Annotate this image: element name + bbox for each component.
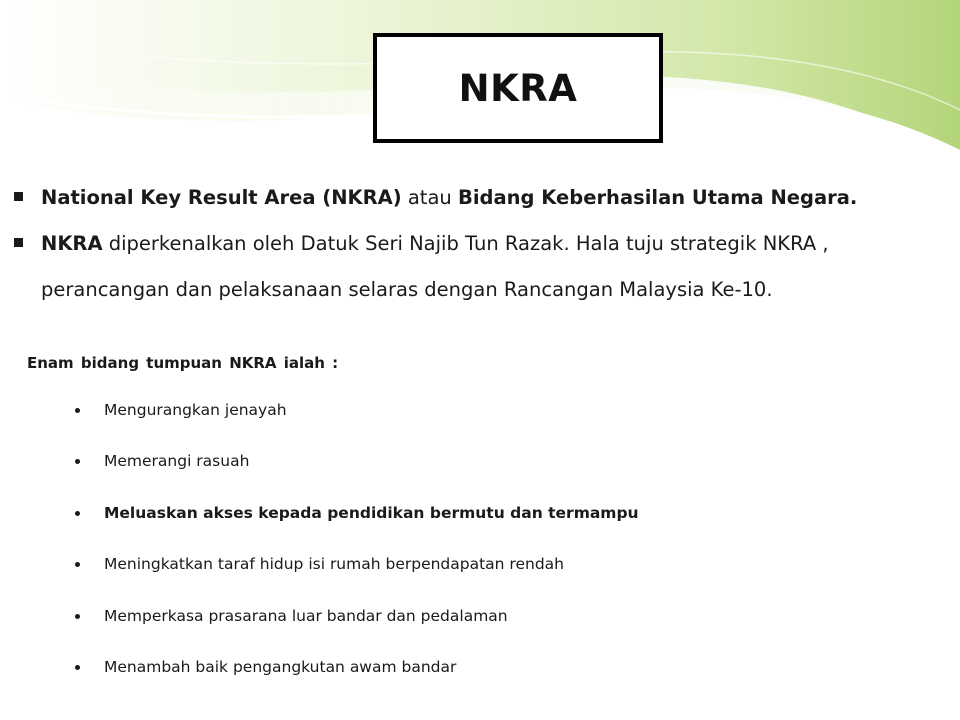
focus-item-text: Mengurangkan jenayah xyxy=(104,401,287,419)
focus-item-text: Memperkasa prasarana luar bandar dan pedalaman xyxy=(104,606,508,625)
bullet-text-bold: National Key Result Area (NKRA) xyxy=(41,186,402,209)
focus-item-corruption xyxy=(74,436,894,487)
bullet-dot-icon xyxy=(75,665,80,670)
main-bullet-nkra-definition xyxy=(12,175,952,221)
bullet-dot-icon xyxy=(75,614,80,619)
focus-areas-heading: Enam bidang tumpuan NKRA ialah : xyxy=(27,354,339,372)
focus-item-text: Memerangi rasuah xyxy=(104,452,250,471)
focus-item-education xyxy=(74,488,894,539)
bullet-dot-icon xyxy=(75,511,80,516)
square-bullet-icon xyxy=(14,238,23,247)
focus-item-low-income xyxy=(74,539,894,590)
bullet-text: diperkenalkan oleh Datuk Seri Najib Tun Razak. Hala tuju strategik NKRA , perancangan dan pelaksanaan selaras dengan Rancangan Malaysia Ke-10. xyxy=(41,232,829,301)
bullet-dot-icon xyxy=(75,562,80,567)
focus-item-rural-infrastructure xyxy=(74,591,894,642)
bullet-dot-icon xyxy=(75,408,80,413)
focus-areas-list xyxy=(74,385,894,693)
focus-item-text: Meluaskan akses kepada pendidikan bermutu dan termampu xyxy=(104,503,639,522)
bullet-dot-icon xyxy=(75,459,80,464)
bullet-text: atau xyxy=(401,186,458,209)
slide-title: NKRA xyxy=(458,66,578,110)
main-bullet-nkra-introduction xyxy=(12,221,952,313)
title-box xyxy=(373,33,663,143)
bullet-text-bold: NKRA xyxy=(41,232,103,255)
focus-item-crime xyxy=(74,385,894,436)
focus-item-urban-transport xyxy=(74,642,894,693)
square-bullet-icon xyxy=(14,192,23,201)
main-bullet-list xyxy=(12,175,952,313)
focus-item-text: Meningkatkan taraf hidup isi rumah berpendapatan rendah xyxy=(104,555,564,574)
focus-item-text: Menambah baik pengangkutan awam bandar xyxy=(104,657,457,676)
bullet-text-bold: Bidang Keberhasilan Utama Negara. xyxy=(457,186,858,209)
